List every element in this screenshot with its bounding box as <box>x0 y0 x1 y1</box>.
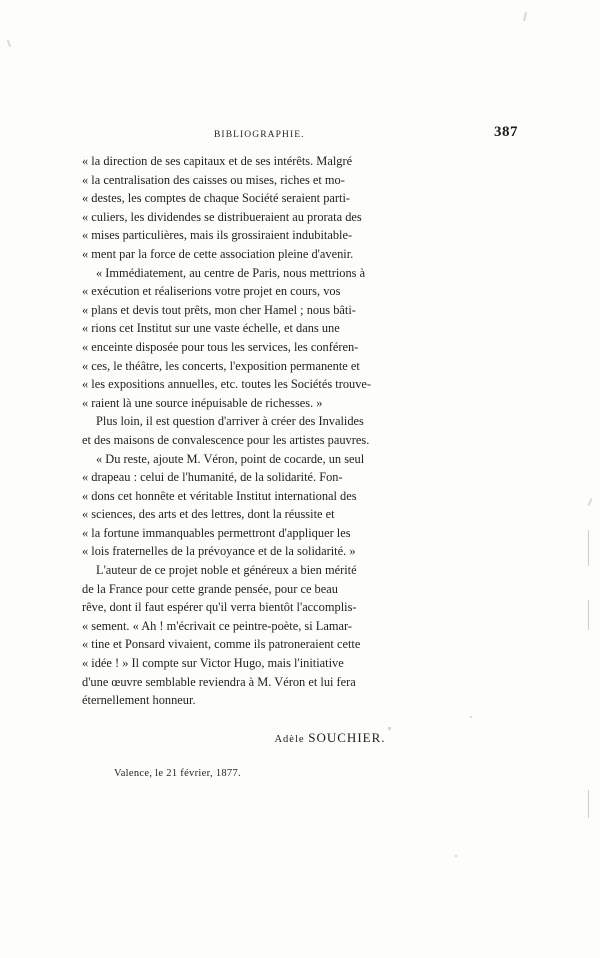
text-line: éternellement honneur. <box>82 693 196 708</box>
running-head-title: BIBLIOGRAPHIE. <box>214 130 305 140</box>
scan-speck <box>7 40 11 47</box>
text-line: « rions cet Institut sur une vaste échelle, et dans une <box>82 321 340 336</box>
text-line: Plus loin, il est question d'arriver à créer des Invalides <box>96 414 364 429</box>
text-line: « exécution et réaliserions votre projet en cours, vos <box>82 284 341 299</box>
text-line: « sciences, des arts et des lettres, dont la réussite et <box>82 507 335 522</box>
text-line: « Du reste, ajoute M. Véron, point de cocarde, un seul <box>96 451 365 466</box>
text-line: « drapeau : celui de l'humanité, de la solidarité. Fon- <box>82 470 343 485</box>
page-number: 387 <box>494 124 518 140</box>
page-edge-mark <box>588 790 589 818</box>
text-line: de la France pour cette grande pensée, pour ce beau <box>82 581 338 596</box>
text-line: d'une œuvre semblable reviendra à M. Véron et lui fera <box>82 674 356 689</box>
page-edge-mark <box>588 530 589 566</box>
paragraph-quoted-immediatement <box>82 264 518 413</box>
scan-speck <box>455 855 457 857</box>
text-line: rêve, dont il faut espérer qu'il verra bientôt l'accomplis- <box>82 600 357 615</box>
place-and-date: Valence, le 21 février, 1877. <box>114 767 241 779</box>
text-line: « culiers, les dividendes se distribueraient au prorata des <box>82 209 362 224</box>
text-line: « la fortune immanquables permettront d'appliquer les <box>82 525 351 540</box>
text-line: L'auteur de ce projet noble et généreux a bien mérité <box>96 563 357 578</box>
scan-speck <box>587 498 592 506</box>
text-line: « idée ! » Il compte sur Victor Hugo, mais l'initiative <box>82 656 344 671</box>
text-line: et des maisons de convalescence pour les artistes pauvres. <box>82 432 370 447</box>
page-edge-mark <box>588 600 589 630</box>
text-line: « tine et Ponsard vivaient, comme ils patroneraient cette <box>82 637 361 652</box>
signature <box>82 730 518 746</box>
paragraph-quoted-capitaux <box>82 152 518 264</box>
text-line: « la centralisation des caisses ou mises, riches et mo- <box>82 172 345 187</box>
text-line: « ces, le théâtre, les concerts, l'exposition permanente et <box>82 358 360 373</box>
text-line: « les expositions annuelles, etc. toutes les Sociétés trouve- <box>82 377 372 392</box>
text-line: « mises particulières, mais ils grossiraient indubitable- <box>82 228 353 243</box>
text-line: « plans et devis tout prêts, mon cher Hamel ; nous bâti- <box>82 302 356 317</box>
paragraph-auteur <box>82 561 518 710</box>
text-line: « destes, les comptes de chaque Société seraient parti- <box>82 191 351 206</box>
running-head <box>82 124 518 152</box>
text-line: « ment par la force de cette association pleine d'avenir. <box>82 246 354 261</box>
page-content <box>82 124 518 779</box>
signature-first-name: Adèle <box>274 733 305 745</box>
text-line: « raient là une source inépuisable de richesses. » <box>82 395 323 410</box>
scan-speck <box>523 12 527 21</box>
paragraph-plus-loin <box>82 412 518 449</box>
text-line: « dons cet honnête et véritable Institut international des <box>82 488 357 503</box>
signature-last-name: SOUCHIER. <box>308 729 386 745</box>
text-line: « lois fraternelles de la prévoyance et de la solidarité. » <box>82 544 356 559</box>
text-line: « Immédiatement, au centre de Paris, nous mettrions à <box>96 265 366 280</box>
text-line: « sement. « Ah ! m'écrivait ce peintre-poète, si Lamar- <box>82 618 352 633</box>
text-line: « la direction de ses capitaux et de ses intérêts. Malgré <box>82 154 353 168</box>
paragraph-quoted-du-reste <box>82 450 518 562</box>
text-line: « enceinte disposée pour tous les services, les conféren- <box>82 339 359 354</box>
